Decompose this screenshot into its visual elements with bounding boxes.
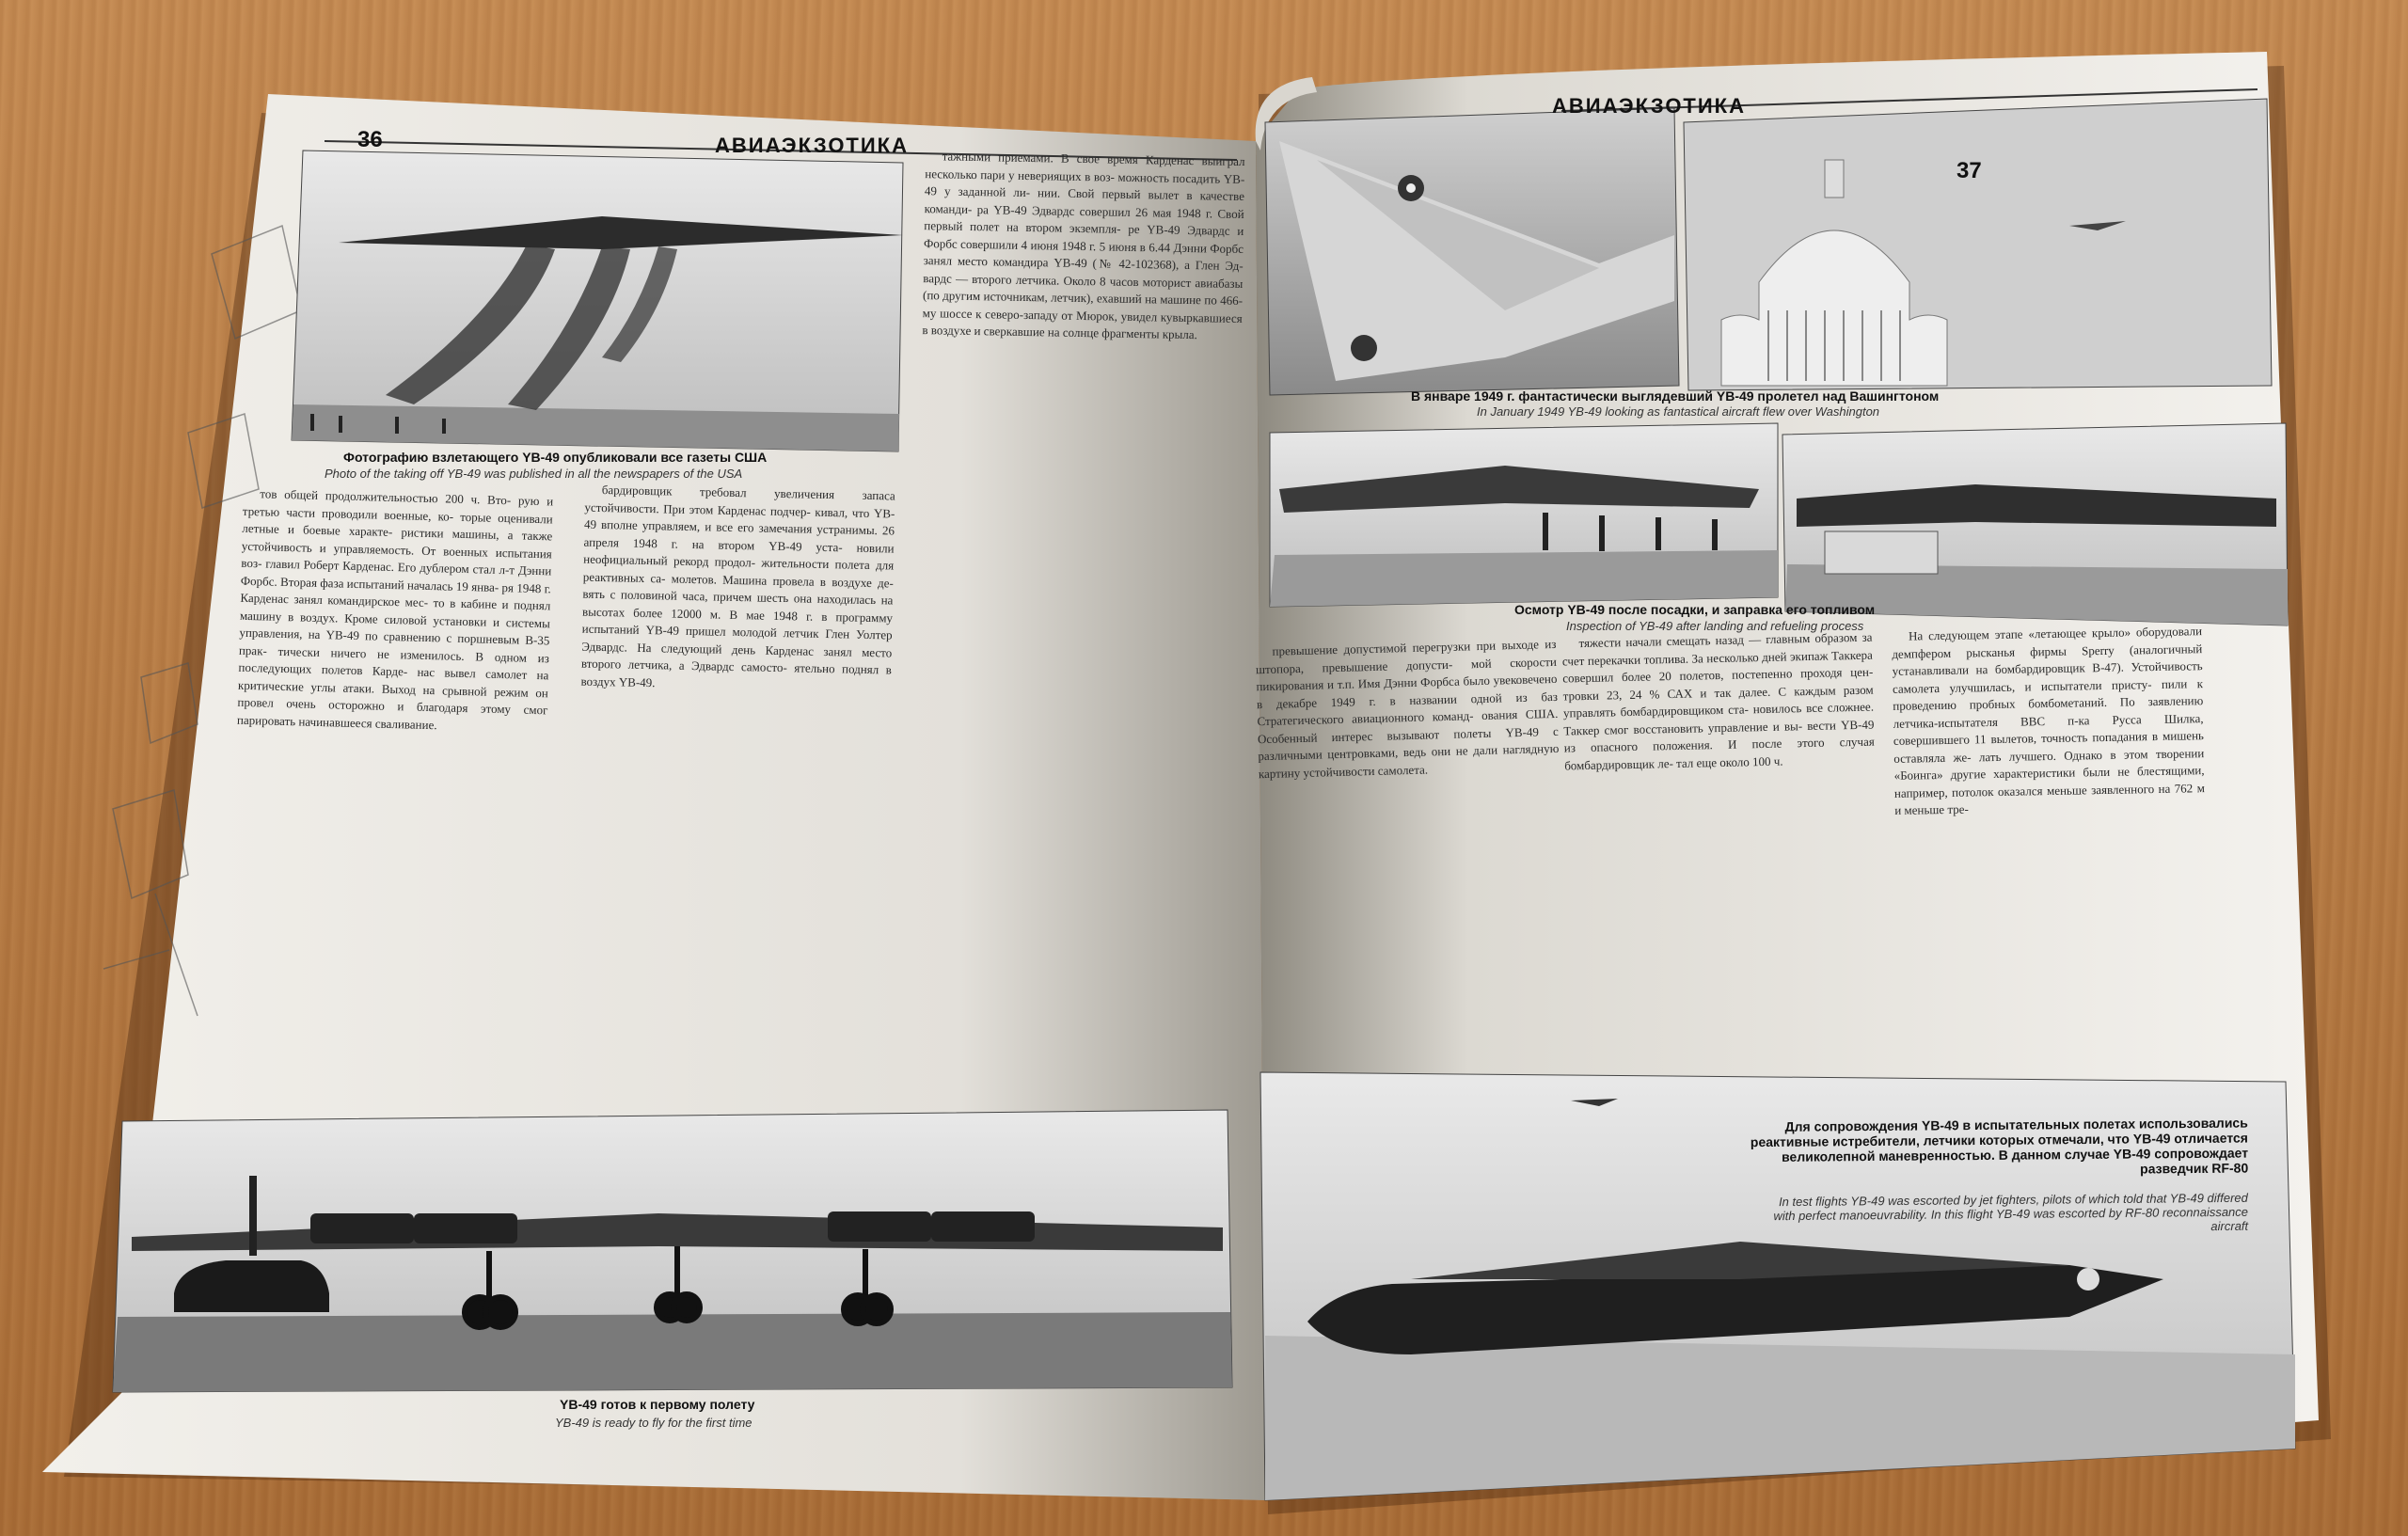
left-page-column-2-text: бардировщик требовал увеличения запаса устойчивости. При этом Карденас подчер- кивал, что YB-49 вполне управляем, и все его замечания устранимы. 26 апреля 1948 г. на втором YB-49 уста- новили неофициальный рекорд продол- жительности полета для реактивных са- молетов. Машина провела в воздухе де- вять с половиной часа, причем шесть она находилась на высотах более 12000 м. В мае 1948 г. в программу испытаний YB-49 пришел молодой летчик Глен Уолтер Эдвардс. На следующий день Карденас занял место второго летчика, а Эдвардс самосто- ятельно поднял в воздух YB-49. xyxy=(580,482,895,689)
right-photo-1-caption: В январе 1949 г. фантастически выглядевший YB-49 пролетел над Вашингтоном xyxy=(1411,388,1940,404)
photo-flying-wing-underside xyxy=(1265,108,1679,395)
left-page-header: АВИАЭКЗОТИКА xyxy=(715,134,909,157)
left-photo-bottom-caption-en: YB-49 is ready to fly for the first time xyxy=(555,1416,752,1430)
left-photo-bottom-caption: YB-49 готов к первому полету xyxy=(560,1397,755,1412)
right-page-column-2 xyxy=(1561,629,1880,1059)
left-page-number: 36 xyxy=(357,127,383,152)
right-page-column-1 xyxy=(1255,636,1566,1057)
right-page-column-3-text: На следующем этапе «летающее крыло» оборудовали демпфером рысканья фирмы Sperry (аналогичный устанавливали на бомбардировщик B-47). Устойчивость самолета улучшилась, и испытатели присту- пили к проведению пробных бомбометаний. По заявлению летчика-испытателя ВВС п-ка Русса Шилка, совершившего 11 вылетов, точность попадания в мишень оставляла же- лать лучшего. Однако в этом творении «Боинга» другие характеристики были не блестящими, например, потолок оказался меньше заявленного на 762 м и меньше тре- xyxy=(1892,624,2206,817)
photo-takeoff xyxy=(292,150,903,451)
left-page-column-2 xyxy=(572,482,895,1114)
photo-refueling xyxy=(1782,423,2288,625)
photo-inspection xyxy=(1270,423,1778,607)
right-photo-1-caption-en: In January 1949 YB-49 looking as fantastical aircraft flew over Washington xyxy=(1477,404,1880,419)
right-photo-2-caption-en: Inspection of YB-49 after landing and refueling process xyxy=(1566,619,1864,633)
photo-ready-to-fly xyxy=(113,1110,1232,1392)
photo-capitol xyxy=(1684,99,2272,390)
left-page-column-3-text: тажными приемами. В свое время Карденас выиграл несколько пари у невериящих в воз- можность посадить YB-49 у заданной ли- нии. Свой первый вылет в качестве команди- ра YB-49 Эдвардс совершил 26 мая 1948 г. Свой первый полет на втором экземпля- ре YB-49 Эдвардс и Форбс совершили 4 июня 1948 г. 5 июня в 6.44 Дэнни Форбс занял место командира YB-49 (№ 42-102368), а Глен Эд- вардс — второго летчика. Около 8 часов моторист авиабазы (по другим источникам, летчик), ехавший на машине по 466-му шоссе к северо-западу от Мюрок, увидел кувыркавшиеся в воздухе и сверкавшие на солнце фрагменты крыла. xyxy=(922,149,1245,342)
left-photo-top-caption: Фотографию взлетающего YB-49 опубликовали все газеты США xyxy=(343,450,768,465)
right-page-column-3 xyxy=(1892,623,2210,1075)
right-page-number: 37 xyxy=(1956,158,1982,183)
left-page-column-1 xyxy=(228,485,554,1104)
left-page-column-3 xyxy=(909,148,1244,1099)
right-photo-2-caption: Осмотр YB-49 после посадки, и заправка его топливом xyxy=(1514,602,1876,617)
left-page-column-1-text: тов общей продолжительностью 200 ч. Вто- рую и третью части проводили военные, ко- торые оценивали летные и боевые характе- ристики машины, а также устойчивость и управляемость. От военных испытания воз- главил Роберт Карденас. Его дублером стал л-т Дэнни Форбс. Вторая фаза испытаний началась 19 янва- ря 1948 г. Карденас занял командирское мес- то в кабине и поднял машину в воздух. Кроме силовой установки и системы управления, на YB-49 по сравнению с поршневым В-35 прак- тически ничего не изменилось. В одном из последующих полетов Карде- нас вывел самолет на критические углы атаки. Выход на срывной режим он провел очень осторожно и благодаря этому смог парировать начинавшееся сваливание. xyxy=(236,486,554,732)
right-page-column-2-text: тяжести начали смещать назад — главным образом за счет перекачки топлива. За несколько дней экипаж Таккера совершил более 20 полетов, постепенно проходя цен- тровки 23, 24 % САХ и так далее. С каждым разом управлять бомбардировщиком ста- новилось все сложнее. Таккер смог восстановить управление и вы- вести YB-49 из опасного положения. И после этого случая бомбардировщик ле- тал еще около 100 ч. xyxy=(1561,629,1875,772)
right-photo-3-caption: Для сопровождения YB-49 в испытательных полетах использовались реактивные истребители, летчики которых отмечали, что YB-49 отличается великолепной маневренностью. В данном случае YB-49 сопровождает разведчик RF-80 xyxy=(1750,1115,2249,1177)
right-page-header: АВИАЭКЗОТИКА xyxy=(1552,94,1746,118)
left-photo-top-caption-en: Photo of the taking off YB-49 was published in all the newspapers of the USA xyxy=(325,467,743,481)
right-page-column-1-text: превышение допустимой перегрузки при выходе из штопора, превышение допусти- мой скорости пикирования и т.п. Имя Дэнни Форбса было увековечено в декабре 1949 г. в названии одной из баз Стратегического авиационного команд- ования США. Особенный интерес вызывают полеты YB-49 с различными центровками, ведь они не дали наглядную картину устойчивости самолета. xyxy=(1255,636,1560,781)
right-photo-3-caption-en: In test flights YB-49 was escorted by jet fighters, pilots of which told that YB-49 differed with perfect manoeuvrability. In this flight YB-49 was escorted by RF-80 reconnaissance aircraft xyxy=(1773,1190,2249,1234)
